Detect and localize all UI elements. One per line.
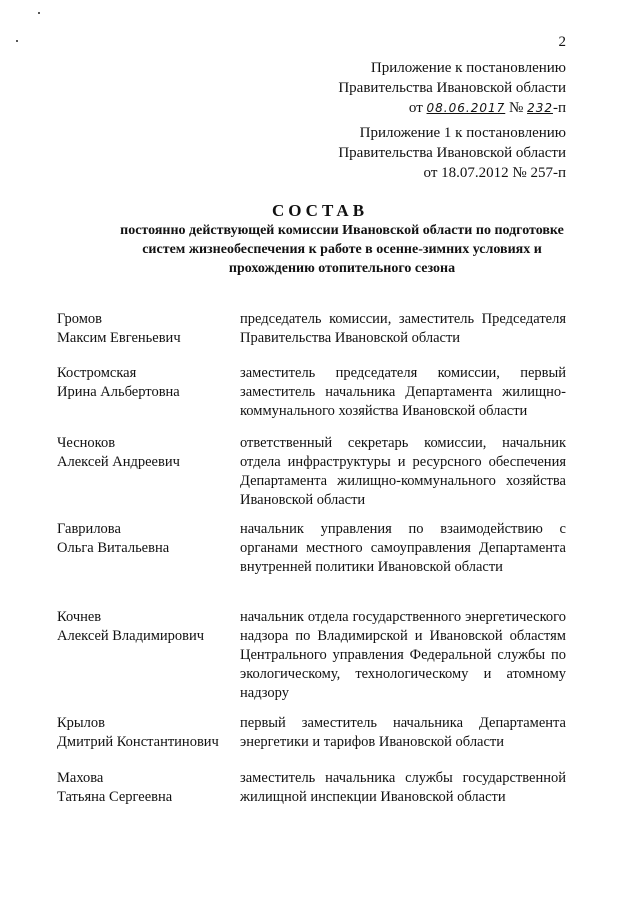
scan-speck: [16, 40, 18, 42]
member-name: Громов Максим Евгеньевич: [57, 311, 181, 346]
scan-speck: [38, 12, 40, 14]
member-name: Кочнев Алексей Владимирович: [57, 609, 205, 644]
member-name: Махова Татьяна Сергеевна: [57, 770, 173, 805]
member-role: заместитель председателя комиссии, первый заместитель начальника Департамента жилищно-коммунального хозяйства Ивановской области: [240, 365, 566, 419]
appendix-header: [338, 58, 566, 118]
member-role: ответственный секретарь комиссии, начальник отдела инфраструктуры и ресурсного обеспечения Департамента жилищно-коммунального хозяйства Ивановской области: [240, 435, 566, 508]
member-name: Гаврилова Ольга Витальевна: [57, 521, 170, 556]
member-name: Чесноков Алексей Андреевич: [57, 435, 180, 470]
member-role: начальник управления по взаимодействию с органами местного самоуправления Департамента внутренней политики Ивановской области: [240, 521, 566, 575]
appendix-1-header: [338, 123, 566, 183]
page-number: 2: [558, 34, 566, 50]
appendix-date-line: от 08.06.2017 № 232-п: [408, 100, 566, 116]
document-subtitle: постоянно действующей комиссии Ивановской области по подготовке систем жизнеобеспечения к работе в осенне-зимних условиях и прохождению отопительного сезона: [120, 223, 564, 276]
member-role: председатель комиссии, заместитель Председателя Правительства Ивановской области: [240, 311, 566, 346]
member-role: заместитель начальника службы государственной жилищной инспекции Ивановской области: [240, 770, 566, 805]
appendix-line-2: Правительства Ивановской области: [338, 80, 566, 96]
member-role: начальник отдела государственного энергетического надзора по Владимирской и Ивановской областям Центрального управления Федеральной службы по экологическому, технологическому и атомному надзору: [240, 609, 566, 701]
document-title: СОСТАВ: [271, 201, 369, 220]
appendix-1-line-1: Приложение 1 к постановлению: [359, 125, 566, 141]
member-role: первый заместитель начальника Департамента энергетики и тарифов Ивановской области: [240, 715, 566, 750]
appendix-1-line-2: Правительства Ивановской области: [338, 145, 566, 161]
appendix-line-1: Приложение к постановлению: [370, 60, 566, 76]
member-name: Костромская Ирина Альбертовна: [57, 365, 180, 400]
handwritten-number: 232: [527, 101, 553, 115]
handwritten-date: 08.06.2017: [426, 101, 506, 115]
member-name: Крылов Дмитрий Константинович: [57, 715, 219, 750]
appendix-1-line-3: от 18.07.2012 № 257-п: [423, 165, 566, 181]
